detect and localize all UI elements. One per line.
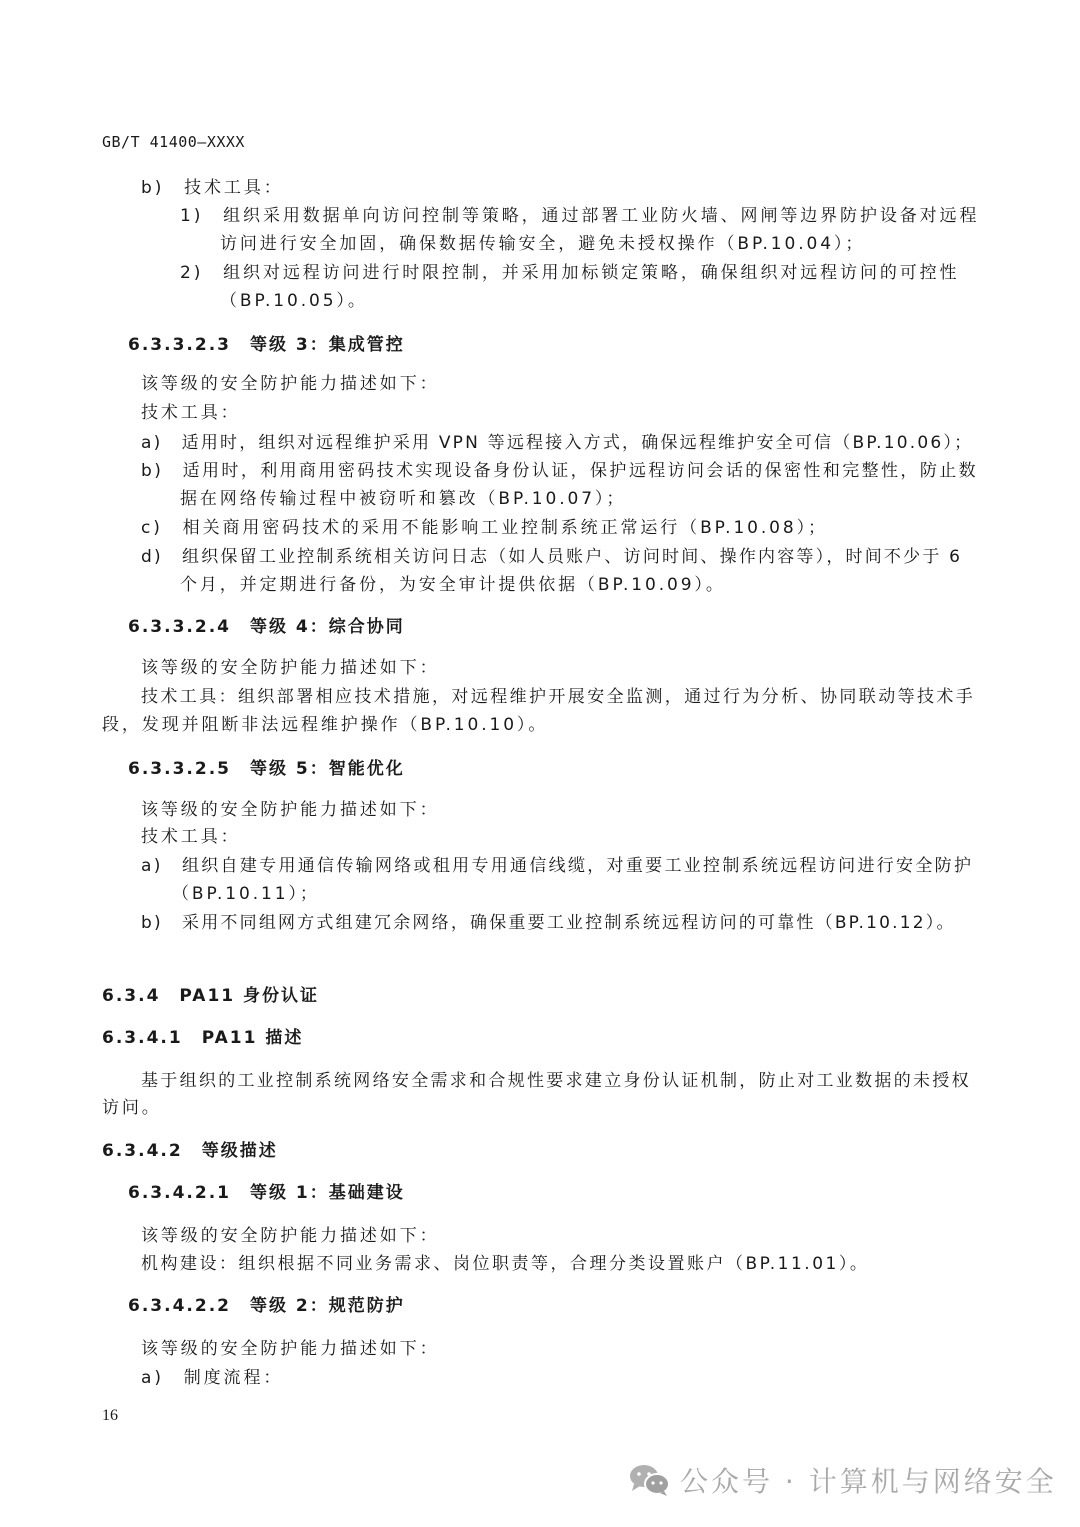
list-item: b) 技术工具： bbox=[141, 178, 284, 198]
text-line: 技术工具： bbox=[141, 403, 241, 423]
list-item: d) 组织保留工业控制系统相关访问日志（如人员账户、访问时间、操作内容等），时间不少于 6 bbox=[141, 547, 963, 567]
text-line: 该等级的安全防护能力描述如下： bbox=[141, 1226, 440, 1246]
text-line: 技术工具：组织部署相应技术措施，对远程维护开展安全监测，通过行为分析、协同联动等技术手 bbox=[141, 687, 976, 707]
text-line: 该等级的安全防护能力描述如下： bbox=[141, 800, 440, 820]
text-line: 基于组织的工业控制系统网络安全需求和合规性要求建立身份认证机制，防止对工业数据的未授权 bbox=[141, 1071, 971, 1091]
text-line: 技术工具： bbox=[141, 827, 241, 847]
section-heading: 6.3.4.1 PA11 描述 bbox=[102, 1028, 304, 1048]
text-line: 个月，并定期进行备份，为安全审计提供依据（BP.10.09）。 bbox=[180, 575, 726, 595]
list-item: a) 制度流程： bbox=[141, 1368, 284, 1388]
section-heading: 6.3.4.2.2 等级 2：规范防护 bbox=[128, 1296, 405, 1316]
list-item: b) 采用不同组网方式组建冗余网络，确保重要工业控制系统远程访问的可靠性（BP.10.12）。 bbox=[141, 913, 956, 933]
section-heading: 6.3.3.2.5 等级 5：智能优化 bbox=[128, 759, 405, 779]
text-line: 访问。 bbox=[102, 1098, 162, 1118]
text-line: 该等级的安全防护能力描述如下： bbox=[141, 374, 440, 394]
text-line: 据在网络传输过程中被窃听和篡改（BP.10.07）； bbox=[180, 489, 627, 509]
standard-header: GB/T 41400—XXXX bbox=[102, 133, 245, 151]
list-item: 1) 组织采用数据单向访问控制等策略，通过部署工业防火墙、网闸等边界防护设备对远程 bbox=[180, 206, 980, 226]
text-line: 该等级的安全防护能力描述如下： bbox=[141, 658, 440, 678]
list-item: a) 组织自建专用通信传输网络或租用专用通信线缆，对重要工业控制系统远程访问进行安全防护 bbox=[141, 856, 974, 876]
watermark bbox=[628, 1460, 1057, 1500]
text-line: （BP.10.05）。 bbox=[220, 291, 368, 311]
watermark-text: 公众号 · 计算机与网络安全 bbox=[680, 1465, 1057, 1498]
wechat-icon bbox=[628, 1462, 672, 1498]
list-item: 2) 组织对远程访问进行时限控制，并采用加标锁定策略，确保组织对远程访问的可控性 bbox=[180, 263, 960, 283]
text-line: 段，发现并阻断非法远程维护操作（BP.10.10）。 bbox=[102, 715, 549, 735]
list-item: c) 相关商用密码技术的采用不能影响工业控制系统正常运行（BP.10.08）； bbox=[141, 518, 828, 538]
text-line: 该等级的安全防护能力描述如下： bbox=[141, 1339, 440, 1359]
section-heading: 6.3.3.2.3 等级 3：集成管控 bbox=[128, 335, 405, 355]
section-heading: 6.3.4 PA11 身份认证 bbox=[102, 986, 320, 1006]
list-item: a) 适用时，组织对远程维护采用 VPN 等远程接入方式，确保远程维护安全可信（BP.10.06）； bbox=[141, 433, 974, 453]
text-line: 机构建设：组织根据不同业务需求、岗位职责等，合理分类设置账户（BP.11.01）。 bbox=[141, 1254, 870, 1274]
text-line: 访问进行安全加固，确保数据传输安全，避免未授权操作（BP.10.04）； bbox=[220, 234, 866, 254]
section-heading: 6.3.3.2.4 等级 4：综合协同 bbox=[128, 617, 405, 637]
section-heading: 6.3.4.2 等级描述 bbox=[102, 1141, 278, 1161]
page-number: 16 bbox=[102, 1407, 118, 1424]
text-line: （BP.10.11）； bbox=[172, 884, 320, 904]
list-item: b) 适用时，利用商用密码技术实现设备身份认证，保护远程访问会话的保密性和完整性，防止数 bbox=[141, 461, 979, 481]
section-heading: 6.3.4.2.1 等级 1：基础建设 bbox=[128, 1183, 405, 1203]
